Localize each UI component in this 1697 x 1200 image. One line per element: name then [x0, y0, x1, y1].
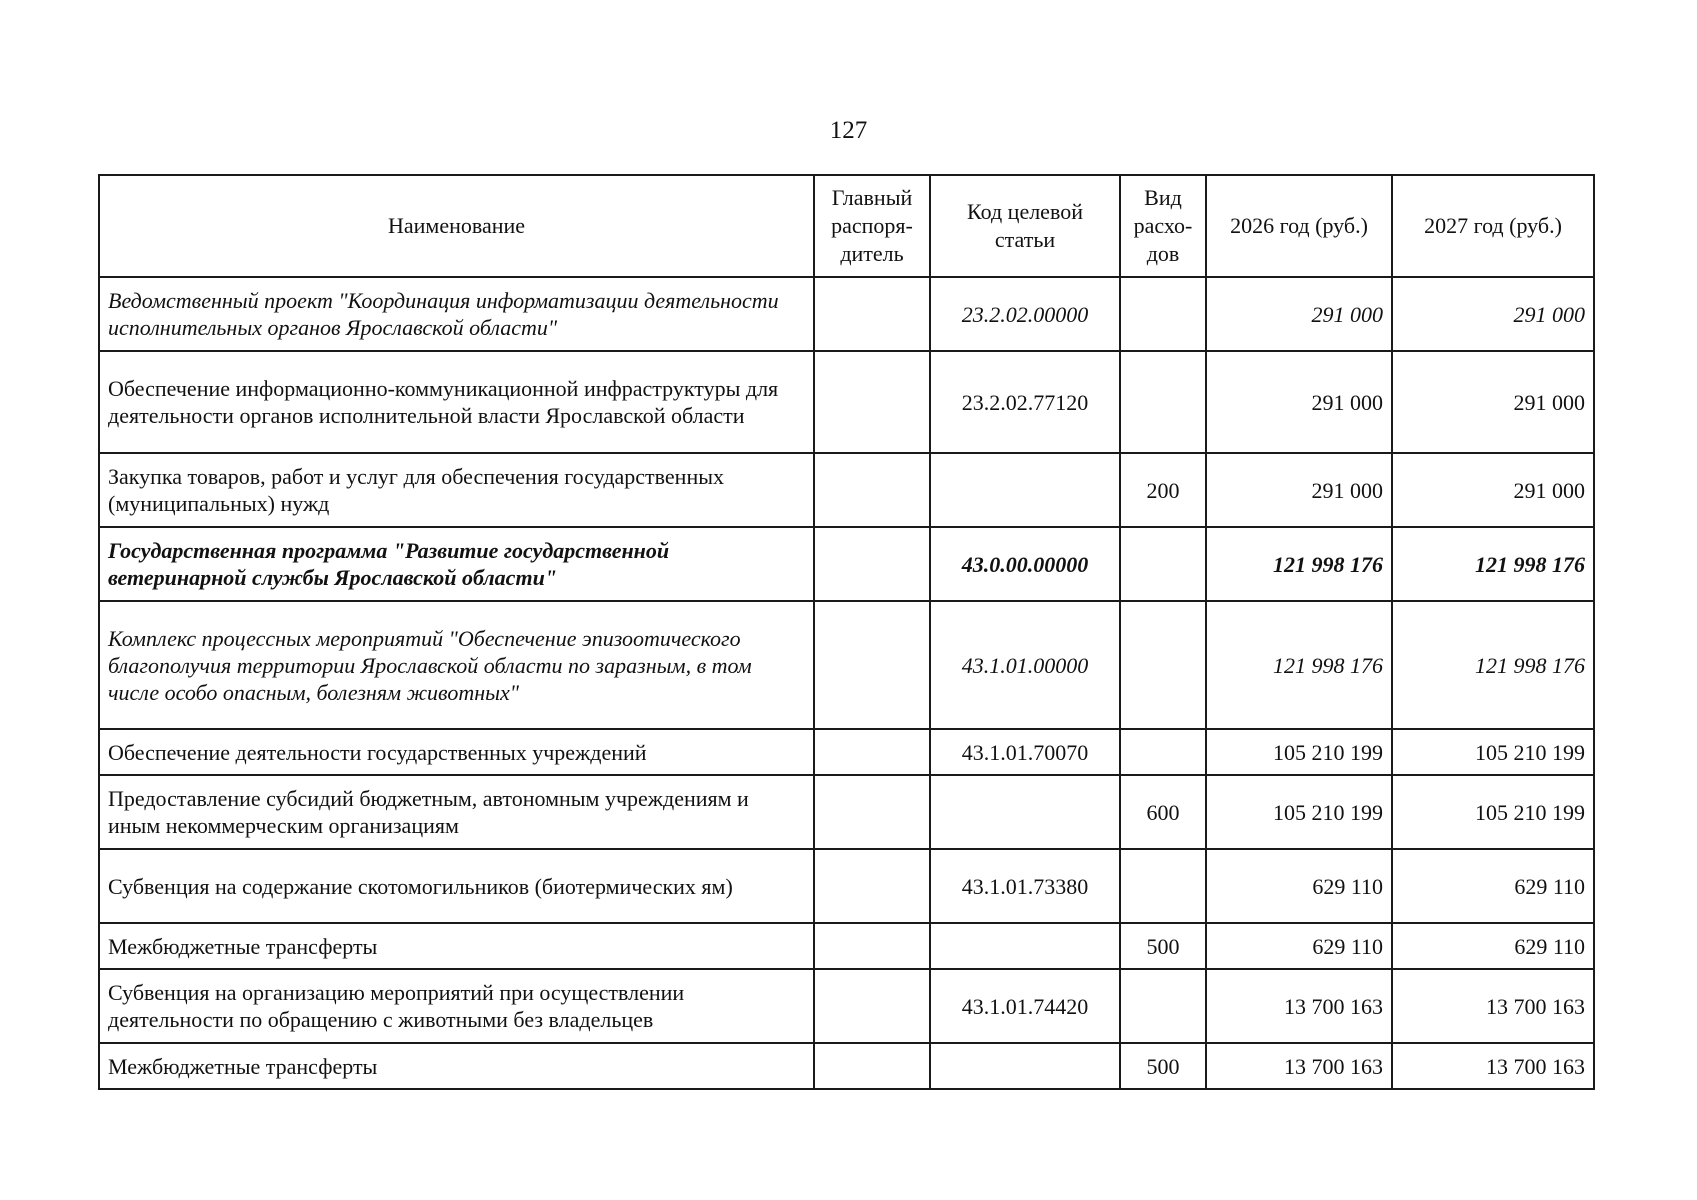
row-amount-2027: 629 110 — [1392, 923, 1594, 969]
row-name: Субвенция на организацию мероприятий при осуществлении деятельности по обращению с животными без владельцев — [99, 969, 814, 1043]
row-name: Комплекс процессных мероприятий "Обеспечение эпизоотического благополучия территории Ярославской области по заразным, в том числе особо опасным, болезням животных" — [99, 601, 814, 729]
row-vid: 500 — [1120, 923, 1206, 969]
row-vid — [1120, 527, 1206, 601]
row-vid — [1120, 969, 1206, 1043]
row-admin — [814, 453, 930, 527]
row-code: 43.1.01.70070 — [930, 729, 1120, 775]
row-code — [930, 1043, 1120, 1089]
row-amount-2026: 121 998 176 — [1206, 601, 1392, 729]
row-amount-2026: 121 998 176 — [1206, 527, 1392, 601]
row-amount-2027: 291 000 — [1392, 453, 1594, 527]
row-code — [930, 923, 1120, 969]
table-header — [99, 175, 1594, 277]
header-code: Код целевой статьи — [930, 175, 1120, 277]
row-code — [930, 775, 1120, 849]
row-amount-2027: 105 210 199 — [1392, 775, 1594, 849]
row-vid — [1120, 351, 1206, 453]
row-code: 23.2.02.00000 — [930, 277, 1120, 351]
row-amount-2027: 291 000 — [1392, 351, 1594, 453]
table-row — [99, 527, 1594, 601]
table-row — [99, 849, 1594, 923]
page-number: 127 — [829, 117, 868, 144]
table-row — [99, 453, 1594, 527]
row-code: 43.1.01.00000 — [930, 601, 1120, 729]
row-amount-2027: 121 998 176 — [1392, 527, 1594, 601]
row-code: 43.1.01.73380 — [930, 849, 1120, 923]
row-name: Ведомственный проект "Координация информатизации деятельности исполнительных органов Ярославской области" — [99, 277, 814, 351]
row-amount-2027: 121 998 176 — [1392, 601, 1594, 729]
table-row — [99, 1043, 1594, 1089]
row-code — [930, 453, 1120, 527]
row-amount-2026: 629 110 — [1206, 849, 1392, 923]
header-admin: Главный распоря-дитель — [814, 175, 930, 277]
row-admin — [814, 351, 930, 453]
row-admin — [814, 923, 930, 969]
row-amount-2026: 105 210 199 — [1206, 729, 1392, 775]
row-code: 43.1.01.74420 — [930, 969, 1120, 1043]
row-name: Субвенция на содержание скотомогильников (биотермических ям) — [99, 849, 814, 923]
row-name: Обеспечение информационно-коммуникационной инфраструктуры для деятельности органов исполнительной власти Ярославской области — [99, 351, 814, 453]
row-amount-2026: 105 210 199 — [1206, 775, 1392, 849]
row-name: Предоставление субсидий бюджетным, автономным учреждениям и иным некоммерческим организациям — [99, 775, 814, 849]
row-vid — [1120, 601, 1206, 729]
table-body — [99, 277, 1594, 1089]
row-name: Государственная программа "Развитие государственной ветеринарной службы Ярославской области" — [99, 527, 814, 601]
row-admin — [814, 1043, 930, 1089]
header-name: Наименование — [99, 175, 814, 277]
row-amount-2026: 291 000 — [1206, 277, 1392, 351]
row-amount-2026: 291 000 — [1206, 453, 1392, 527]
row-code: 23.2.02.77120 — [930, 351, 1120, 453]
table-row — [99, 775, 1594, 849]
table-row — [99, 923, 1594, 969]
row-amount-2027: 105 210 199 — [1392, 729, 1594, 775]
row-amount-2026: 13 700 163 — [1206, 969, 1392, 1043]
row-amount-2026: 291 000 — [1206, 351, 1392, 453]
header-2027: 2027 год (руб.) — [1392, 175, 1594, 277]
table-row — [99, 601, 1594, 729]
row-admin — [814, 775, 930, 849]
row-vid — [1120, 849, 1206, 923]
header-2026: 2026 год (руб.) — [1206, 175, 1392, 277]
row-admin — [814, 849, 930, 923]
table-row — [99, 969, 1594, 1043]
budget-table — [98, 174, 1595, 1090]
row-admin — [814, 729, 930, 775]
row-name: Межбюджетные трансферты — [99, 923, 814, 969]
row-code: 43.0.00.00000 — [930, 527, 1120, 601]
row-admin — [814, 601, 930, 729]
row-amount-2027: 13 700 163 — [1392, 969, 1594, 1043]
row-admin — [814, 969, 930, 1043]
row-admin — [814, 277, 930, 351]
row-name: Обеспечение деятельности государственных учреждений — [99, 729, 814, 775]
row-vid — [1120, 277, 1206, 351]
row-amount-2027: 291 000 — [1392, 277, 1594, 351]
row-vid — [1120, 729, 1206, 775]
header-row — [99, 175, 1594, 277]
row-vid: 200 — [1120, 453, 1206, 527]
row-name: Межбюджетные трансферты — [99, 1043, 814, 1089]
row-amount-2026: 629 110 — [1206, 923, 1392, 969]
table-row — [99, 277, 1594, 351]
row-admin — [814, 527, 930, 601]
row-amount-2027: 629 110 — [1392, 849, 1594, 923]
header-vid: Вид расхо-дов — [1120, 175, 1206, 277]
row-vid: 600 — [1120, 775, 1206, 849]
row-amount-2026: 13 700 163 — [1206, 1043, 1392, 1089]
table-row — [99, 351, 1594, 453]
table-row — [99, 729, 1594, 775]
row-vid: 500 — [1120, 1043, 1206, 1089]
row-name: Закупка товаров, работ и услуг для обеспечения государственных (муниципальных) нужд — [99, 453, 814, 527]
row-amount-2027: 13 700 163 — [1392, 1043, 1594, 1089]
